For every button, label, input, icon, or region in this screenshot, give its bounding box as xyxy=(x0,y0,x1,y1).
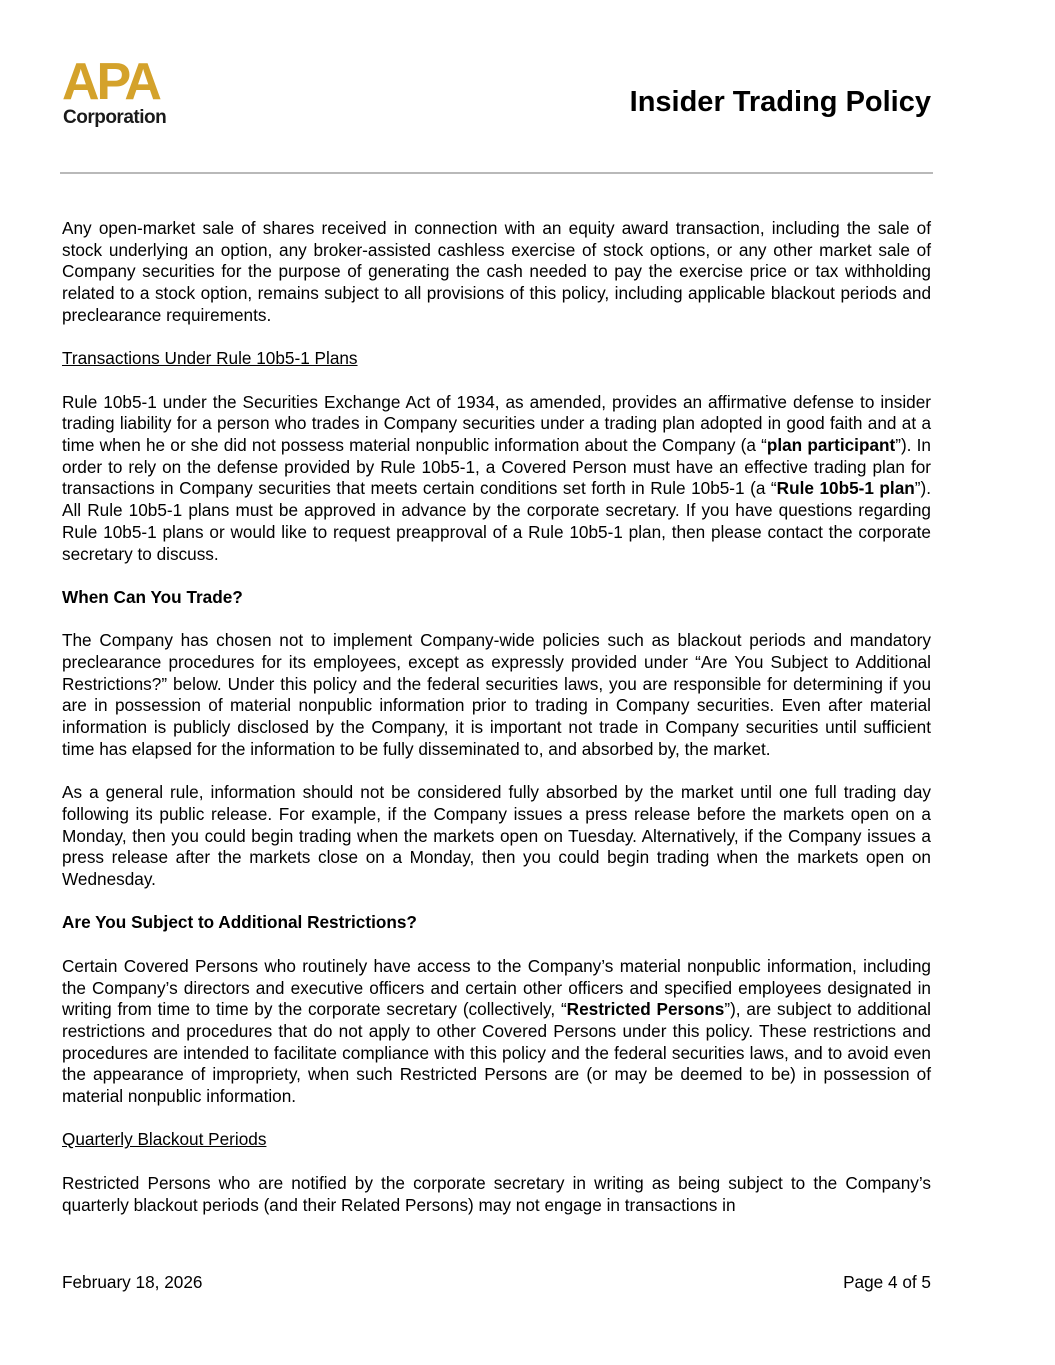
defined-term-plan-participant: plan participant xyxy=(766,435,896,455)
paragraph-trading-responsibility: The Company has chosen not to implement Company-wide policies such as blackout periods and mandatory preclearance procedures for its employees, except as expressly provided under “Are You Subject to Additional Restrictions?” below. Under this policy and the federal securities laws, you are responsible for determining if you are in possession of material nonpublic information prior to trading in Company securities. Even after material information is publicly disclosed by the Company, it is important not trade in Company securities until sufficient time has elapsed for the information to be fully disseminated to, and absorbed by, the market. xyxy=(62,630,931,759)
paragraph-text-segment: ”). All Rule 10b5-1 plans must be approved in advance by the corporate secretary. If you have questions regarding Rule 10b5-1 plans or would like to request preapproval of a Rule 10b5-1 plan, then please contact the corporate secretary to discuss. xyxy=(62,478,932,564)
heading-10b5-1-plans: Transactions Under Rule 10b5-1 Plans xyxy=(62,348,358,369)
heading-when-can-you-trade: When Can You Trade? xyxy=(62,586,243,607)
logo-mark: APA xyxy=(62,53,159,111)
heading-additional-restrictions: Are You Subject to Additional Restrictions? xyxy=(62,912,417,933)
footer-date: February 18, 2026 xyxy=(62,1272,203,1292)
paragraph-absorption-rule: As a general rule, information should not be considered fully absorbed by the market until one full trading day following its public release. For example, if the Company issues a press release before the markets open on a Monday, then you could begin trading when the markets open on Tuesday. Alternatively, if the Company issues a press release after the markets close on a Monday, then you could begin trading when the markets open on Wednesday. xyxy=(62,782,931,890)
paragraph-text-segment: Certain Covered Persons who routinely have access to the Company’s material nonpublic information, including the Company’s directors and executive officers and certain other officers and specified employees designated in writing from time to time by the corporate secretary (collectively, “ xyxy=(62,955,931,1020)
paragraph-equity-award-sales: Any open-market sale of shares received in connection with an equity award transaction, including the sale of stock underlying an option, any broker-assisted cashless exercise of stock options, or any other market sale of Company securities for the purpose of generating the cash needed to pay the exercise price or tax withholding related to a stock option, remains subject to all provisions of this policy, including applicable blackout periods and preclearance requirements. xyxy=(62,218,931,325)
paragraph-blackout-notice: Restricted Persons who are notified by the corporate secretary in writing as being subject to the Company’s quarterly blackout periods (and their Related Persons) may not engage in transactions in xyxy=(62,1172,931,1215)
company-logo xyxy=(62,53,192,132)
footer-page-number: Page 4 of 5 xyxy=(843,1272,931,1292)
heading-quarterly-blackout-periods: Quarterly Blackout Periods xyxy=(62,1129,267,1150)
paragraph-text-segment: ”). In order to rely on the defense provided by Rule 10b5-1, a Covered Person must have an effective trading plan for transactions in Company securities that meets certain conditions set forth in Rule 10b5-1 (a “ xyxy=(62,435,931,499)
document-title: Insider Trading Policy xyxy=(629,86,931,118)
paragraph-restricted-persons xyxy=(62,956,931,1108)
defined-term-restricted-persons: Restricted Persons xyxy=(566,999,725,1020)
logo-subtitle: Corporation xyxy=(63,107,167,128)
document-body xyxy=(62,218,931,1216)
paragraph-10b5-1-defense xyxy=(62,392,931,566)
header-divider xyxy=(60,172,933,174)
paragraph-text-segment: ”), are subject to additional restrictions and procedures that do not apply to other Covered Persons under this policy. These restrictions and procedures are intended to facilitate compliance with this policy and the federal securities laws, and to avoid even the appearance of impropriety, when such Restricted Persons are (or may be deemed to be) in possession of material nonpublic information. xyxy=(62,999,931,1107)
paragraph-text-segment: Rule 10b5-1 under the Securities Exchange Act of 1934, as amended, provides an affirmative defense to insider trading liability for a person who trades in Company securities under a trading plan adopted in good faith and at a time when he or she did not possess material nonpublic information about the Company (a “ xyxy=(62,391,931,455)
defined-term-rule-10b5-1-plan: Rule 10b5-1 plan xyxy=(776,478,915,499)
